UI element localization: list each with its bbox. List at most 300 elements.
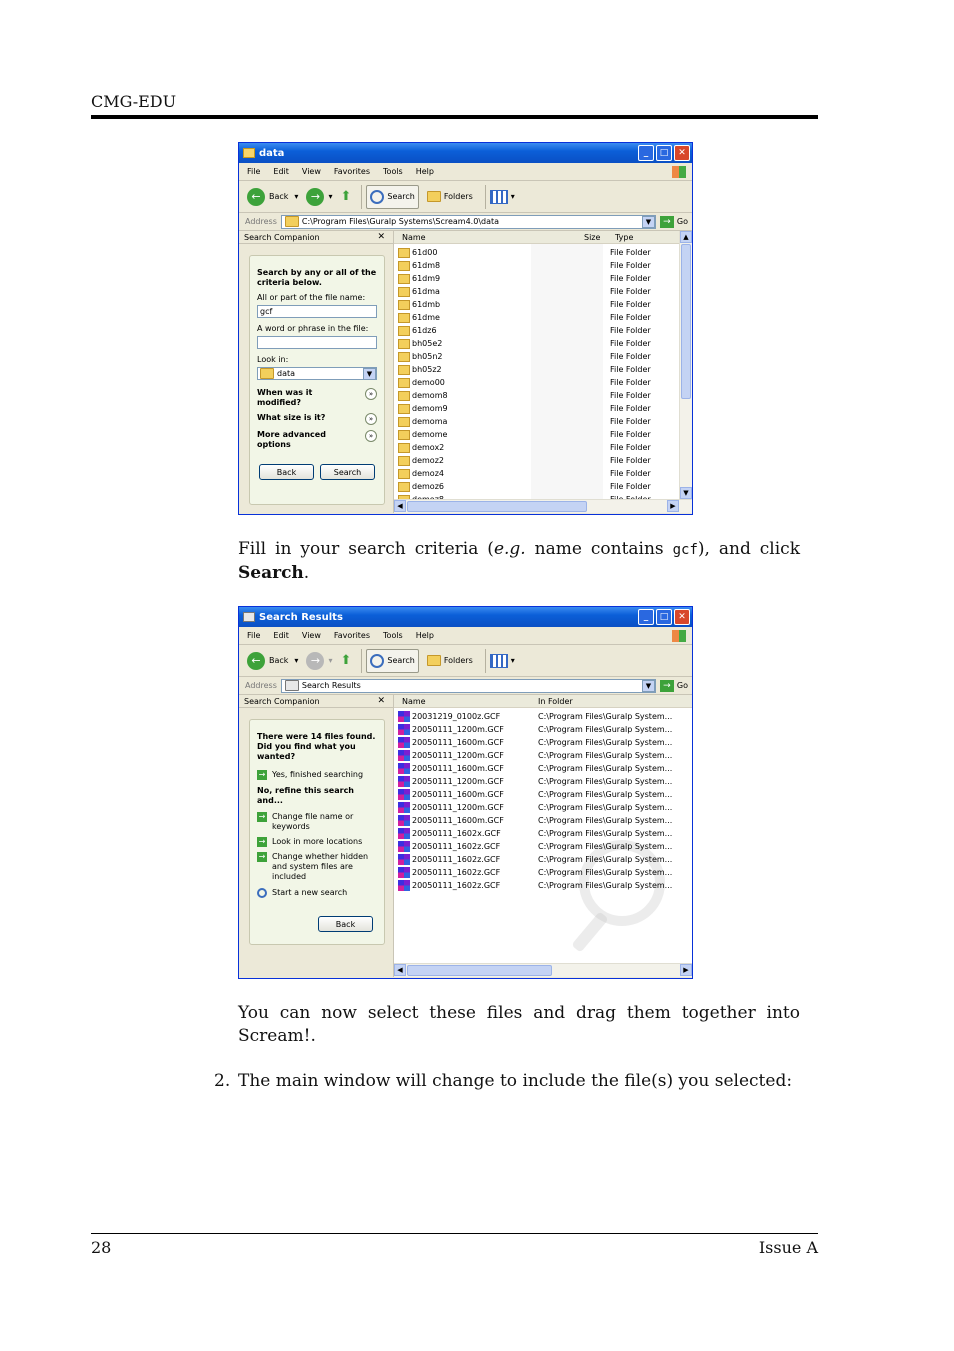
cell-name: 20050111_1602z.GCF [412, 868, 501, 877]
gcf-file-icon [398, 880, 410, 891]
menu-edit[interactable]: Edit [273, 631, 289, 640]
gcf-file-icon [398, 867, 410, 878]
cell-name: 61dme [412, 313, 440, 322]
windows-logo-icon [672, 166, 686, 178]
col-name[interactable]: Name [402, 232, 426, 242]
table-row[interactable] [394, 788, 692, 801]
folders-label: Folders [443, 192, 473, 201]
cell-type: File Folder [610, 482, 651, 491]
finished-link[interactable] [257, 770, 377, 780]
cell-type: File Folder [610, 313, 651, 322]
table-row[interactable] [394, 467, 679, 480]
menu-bar [239, 163, 692, 181]
table-row[interactable] [394, 415, 679, 428]
search-companion-pane [239, 695, 394, 977]
cell-name: bh05e2 [412, 339, 443, 348]
pane-header [239, 695, 393, 708]
folder-icon [398, 339, 410, 349]
cell-folder: C:\Program Files\Guralp System... [538, 790, 673, 799]
back-label: Back [269, 656, 289, 665]
table-row[interactable] [394, 363, 679, 376]
folders-button[interactable] [427, 191, 473, 202]
search-results-icon [285, 680, 299, 691]
pane-back-button[interactable]: Back [318, 916, 373, 932]
header-rule [91, 115, 818, 119]
menu-view[interactable]: View [301, 631, 321, 640]
green-arrow-icon: → [258, 770, 266, 779]
menu-tools[interactable]: Tools [383, 631, 403, 640]
menu-favorites[interactable]: Favorites [333, 167, 371, 176]
cell-name: 20050111_1602z.GCF [412, 842, 501, 851]
page-number: 28 [91, 1238, 112, 1257]
search-prompt: Search by any or all of the criteria below. [257, 268, 377, 287]
cell-name: demom8 [412, 391, 448, 400]
cell-type: File Folder [610, 443, 651, 452]
expand-chevron-icon[interactable]: » [365, 430, 377, 442]
table-row[interactable] [394, 749, 692, 762]
cell-name: 20050111_1602z.GCF [412, 855, 501, 864]
back-button[interactable] [247, 652, 298, 670]
folder-icon [398, 352, 410, 362]
cell-folder: C:\Program Files\Guralp System... [538, 855, 673, 864]
table-row[interactable] [394, 853, 692, 866]
change-name-label: Change file name or keywords [272, 812, 354, 831]
text: . [303, 563, 310, 583]
column-header [394, 231, 692, 244]
folder-icon [398, 469, 410, 479]
views-icon [490, 190, 508, 204]
go-arrow-icon: → [660, 216, 674, 228]
col-type[interactable]: Type [615, 232, 634, 242]
scroll-right-icon[interactable]: ▶ [667, 500, 679, 512]
scroll-right-icon[interactable]: ▶ [680, 964, 692, 976]
go-arrow-icon: → [660, 680, 674, 692]
table-row[interactable] [394, 710, 692, 723]
go-label: Go [676, 217, 688, 226]
folders-label: Folders [443, 656, 473, 665]
list-item-text: The main window will change to include the file(s) you selected: [238, 1071, 793, 1091]
gcf-file-icon [398, 789, 410, 800]
cell-name: 61dm8 [412, 261, 441, 270]
table-row[interactable] [394, 801, 692, 814]
gcf-file-icon [398, 711, 410, 722]
search-label: Search [387, 192, 415, 201]
new-search-label: Start a new search [272, 888, 348, 897]
back-button[interactable] [247, 188, 298, 206]
dropdown-arrow-icon[interactable]: ▾ [328, 192, 333, 201]
dropdown-arrow-icon: ▾ [510, 656, 515, 665]
cell-name: demom9 [412, 404, 448, 413]
back-label: Back [269, 192, 289, 201]
toolbar-separator [361, 649, 362, 673]
pane-buttons [257, 464, 377, 480]
close-pane-icon[interactable]: ✕ [377, 232, 385, 242]
pane-title: Search Companion [244, 696, 320, 706]
page-header: CMG-EDU [91, 92, 177, 111]
option-modified-label: When was it modified? [257, 388, 313, 407]
cell-type: File Folder [610, 378, 651, 387]
folders-button[interactable] [427, 655, 473, 666]
table-row[interactable] [394, 762, 692, 775]
cell-type: File Folder [610, 365, 651, 374]
toolbar-separator [361, 185, 362, 209]
gcf-file-icon [398, 828, 410, 839]
dropdown-arrow-icon: ▾ [510, 192, 515, 201]
cell-name: 20031219_0100z.GCF [412, 712, 501, 721]
phrase-label: A word or phrase in the file: [257, 324, 369, 333]
toolbar [239, 645, 692, 677]
address-bar [239, 677, 692, 695]
option-advanced-label: More advanced options [257, 430, 326, 449]
cell-type: File Folder [610, 417, 651, 426]
scroll-left-icon[interactable]: ◀ [394, 964, 406, 976]
table-row[interactable] [394, 246, 679, 259]
table-row[interactable] [394, 879, 692, 892]
explorer-window-data [238, 142, 693, 515]
windows-logo-icon [672, 630, 686, 642]
forward-button [306, 652, 332, 670]
folder-icon [398, 300, 410, 310]
toolbar-separator [485, 185, 486, 209]
cell-name: 61dz6 [412, 326, 437, 335]
gcf-file-icon [398, 750, 410, 761]
go-button[interactable] [660, 680, 688, 692]
table-row[interactable] [394, 324, 679, 337]
scroll-up-icon[interactable]: ▲ [680, 231, 692, 243]
table-row[interactable] [394, 285, 679, 298]
cell-name: 20050111_1602z.GCF [412, 881, 501, 890]
pane-back-button[interactable]: Back [259, 464, 314, 480]
cell-name: 61dma [412, 287, 440, 296]
option-size-label: What size is it? [257, 413, 326, 422]
window-title: data [259, 147, 285, 159]
search-icon [370, 190, 384, 204]
cell-name: demo00 [412, 378, 445, 387]
cell-name: demome [412, 430, 448, 439]
go-button[interactable] [660, 216, 688, 228]
folder-icon [398, 287, 410, 297]
vertical-scrollbar[interactable] [679, 231, 692, 499]
folder-icon [398, 365, 410, 375]
scroll-thumb[interactable] [407, 501, 587, 512]
title-bar[interactable] [239, 143, 692, 163]
views-button[interactable] [490, 654, 515, 668]
table-row[interactable] [394, 866, 692, 879]
folders-icon [427, 191, 441, 202]
toolbar-separator [485, 649, 486, 673]
cell-type: File Folder [610, 261, 651, 270]
up-folder-icon[interactable]: ⬆ [340, 653, 352, 668]
cell-type: File Folder [610, 391, 651, 400]
text: name contains [525, 539, 673, 559]
menu-help[interactable]: Help [415, 631, 434, 640]
cell-folder: C:\Program Files\Guralp System... [538, 803, 673, 812]
back-arrow-icon: ← [247, 652, 265, 670]
cell-name: 61d00 [412, 248, 438, 257]
cell-type: File Folder [610, 248, 651, 257]
table-row[interactable] [394, 298, 679, 311]
table-row[interactable] [394, 840, 692, 853]
maximize-button[interactable]: □ [656, 609, 672, 625]
table-row[interactable] [394, 723, 692, 736]
folder-icon [398, 456, 410, 466]
folder-icon [398, 378, 410, 388]
close-button[interactable]: ✕ [674, 609, 690, 625]
cell-type: File Folder [610, 274, 651, 283]
more-locations-link[interactable] [257, 837, 377, 847]
cell-name: 20050111_1600m.GCF [412, 764, 504, 773]
scroll-thumb[interactable] [681, 244, 691, 399]
cell-name: 20050111_1600m.GCF [412, 738, 504, 747]
forward-button[interactable] [306, 188, 332, 206]
cell-type: File Folder [610, 469, 651, 478]
maximize-button[interactable]: □ [656, 145, 672, 161]
search-button[interactable] [366, 649, 418, 673]
go-label: Go [676, 681, 688, 690]
address-bar [239, 213, 692, 231]
address-label: Address [245, 681, 277, 690]
cell-folder: C:\Program Files\Guralp System... [538, 751, 673, 760]
strong-text: Search [238, 563, 304, 583]
table-row[interactable] [394, 814, 692, 827]
table-row[interactable] [394, 376, 679, 389]
text: Fill in your search criteria ( [238, 539, 494, 559]
cell-name: 20050111_1600m.GCF [412, 790, 504, 799]
cell-name: 20050111_1600m.GCF [412, 816, 504, 825]
minimize-button[interactable]: _ [638, 609, 654, 625]
back-arrow-icon: ← [247, 188, 265, 206]
cell-type: File Folder [610, 339, 651, 348]
folder-icon [260, 368, 274, 379]
table-row[interactable] [394, 259, 679, 272]
scroll-thumb[interactable] [407, 965, 552, 976]
menu-tools[interactable]: Tools [383, 167, 403, 176]
gcf-file-icon [398, 763, 410, 774]
cell-folder: C:\Program Files\Guralp System... [538, 881, 673, 890]
dropdown-arrow-icon[interactable]: ▾ [294, 656, 299, 665]
folder-icon [285, 216, 299, 227]
address-field[interactable] [281, 215, 656, 229]
menu-file[interactable]: File [247, 167, 261, 176]
cell-name: bh05n2 [412, 352, 443, 361]
folder-icon [398, 274, 410, 284]
folder-icon [398, 430, 410, 440]
hidden-files-link[interactable] [257, 852, 377, 882]
dropdown-arrow-icon[interactable]: ▾ [294, 192, 299, 201]
folder-icon [398, 443, 410, 453]
expand-chevron-icon[interactable]: » [365, 388, 377, 400]
gcf-file-icon [398, 802, 410, 813]
cell-type: File Folder [610, 300, 651, 309]
cell-type: File Folder [610, 326, 651, 335]
green-arrow-icon: → [258, 852, 266, 861]
search-companion-pane [239, 231, 394, 513]
issue-label: Issue A [758, 1238, 818, 1257]
expand-chevron-icon[interactable]: » [365, 413, 377, 425]
address-value: C:\Program Files\Guralp Systems\Scream4.0\data [301, 217, 500, 226]
search-label: Search [387, 656, 415, 665]
cell-name: bh05z2 [412, 365, 442, 374]
gcf-file-icon [398, 737, 410, 748]
cell-folder: C:\Program Files\Guralp System... [538, 842, 673, 851]
emphasis: e.g. [493, 539, 526, 559]
cell-name: 20050111_1602x.GCF [412, 829, 501, 838]
forward-arrow-icon: → [306, 652, 324, 670]
look-in-value: data [277, 369, 296, 378]
option-advanced[interactable] [257, 430, 377, 450]
cell-name: demoz2 [412, 456, 444, 465]
change-name-link[interactable] [257, 812, 377, 832]
window-title: Search Results [259, 611, 343, 623]
gcf-file-icon [398, 776, 410, 787]
folder-icon [398, 313, 410, 323]
footer-rule [91, 1233, 818, 1234]
search-icon [370, 654, 384, 668]
up-folder-icon[interactable]: ⬆ [340, 189, 352, 204]
explorer-window-search-results [238, 606, 693, 979]
hidden-files-label: Change whether hidden and system files are included [272, 852, 369, 881]
instruction-paragraph [238, 538, 800, 585]
search-results-icon [243, 612, 255, 622]
cell-name: 20050111_1200m.GCF [412, 803, 504, 812]
list-number: 2. [214, 1071, 231, 1091]
table-row[interactable] [394, 272, 679, 285]
cell-type: File Folder [610, 287, 651, 296]
refine-heading: No, refine this search and... [257, 786, 354, 805]
col-size[interactable]: Size [584, 232, 601, 242]
name-label: All or part of the file name: [257, 293, 366, 302]
file-list [394, 231, 692, 513]
cell-name: demox2 [412, 443, 445, 452]
dropdown-arrow-icon: ▾ [328, 656, 333, 665]
cell-name: 20050111_1200m.GCF [412, 777, 504, 786]
menu-favorites[interactable]: Favorites [333, 631, 371, 640]
results-panel [249, 719, 385, 945]
address-field[interactable] [281, 679, 656, 693]
pane-header [239, 231, 393, 244]
table-row[interactable] [394, 480, 679, 493]
cell-folder: C:\Program Files\Guralp System... [538, 738, 673, 747]
table-row[interactable] [394, 311, 679, 324]
address-dropdown-icon[interactable]: ▼ [642, 680, 655, 692]
col-name[interactable]: Name [402, 696, 426, 706]
cell-type: File Folder [610, 352, 651, 361]
green-arrow-icon: → [258, 812, 266, 821]
cell-type: File Folder [610, 456, 651, 465]
pane-buttons [257, 916, 377, 932]
cell-folder: C:\Program Files\Guralp System... [538, 816, 673, 825]
views-button[interactable] [490, 190, 515, 204]
gcf-file-icon [398, 854, 410, 865]
toolbar [239, 181, 692, 213]
file-name-input[interactable]: gcf [257, 305, 377, 318]
pane-search-button[interactable]: Search [320, 464, 375, 480]
folder-icon [243, 148, 255, 158]
cell-name: demoz6 [412, 482, 444, 491]
search-icon [257, 888, 267, 898]
file-rows [394, 246, 679, 499]
cell-folder: C:\Program Files\Guralp System... [538, 764, 673, 773]
folders-icon [427, 655, 441, 666]
result-rows [394, 710, 692, 963]
col-in-folder[interactable]: In Folder [538, 696, 573, 706]
gcf-file-icon [398, 724, 410, 735]
more-locations-label: Look in more locations [272, 837, 363, 846]
menu-view[interactable]: View [301, 167, 321, 176]
menu-bar [239, 627, 692, 645]
new-search-link[interactable] [257, 888, 377, 898]
horizontal-scrollbar[interactable] [394, 963, 692, 977]
green-arrow-icon: → [258, 837, 266, 846]
cell-type: File Folder [610, 430, 651, 439]
gcf-file-icon [398, 841, 410, 852]
close-button[interactable]: ✕ [674, 145, 690, 161]
table-row[interactable] [394, 827, 692, 840]
finished-link-label: Yes, finished searching [272, 770, 364, 779]
column-header [394, 695, 692, 708]
minimize-button[interactable]: _ [638, 145, 654, 161]
cell-name: 61dmb [412, 300, 441, 309]
cell-folder: C:\Program Files\Guralp System... [538, 829, 673, 838]
address-dropdown-icon[interactable]: ▼ [642, 216, 655, 228]
folder-icon [398, 326, 410, 336]
table-row[interactable] [394, 454, 679, 467]
cell-folder: C:\Program Files\Guralp System... [538, 777, 673, 786]
cell-name: 20050111_1200m.GCF [412, 725, 504, 734]
cell-name: demoz4 [412, 469, 444, 478]
search-button[interactable] [366, 185, 418, 209]
table-row[interactable] [394, 350, 679, 363]
table-row[interactable] [394, 402, 679, 415]
option-size[interactable] [257, 413, 377, 425]
phrase-input[interactable] [257, 336, 377, 349]
cell-name: 20050111_1200m.GCF [412, 751, 504, 760]
folder-icon [398, 404, 410, 414]
folder-icon [398, 248, 410, 258]
table-row[interactable] [394, 736, 692, 749]
table-row[interactable] [394, 337, 679, 350]
address-label: Address [245, 217, 277, 226]
chevron-down-icon[interactable]: ▼ [363, 368, 376, 380]
scroll-down-icon[interactable]: ▼ [680, 487, 692, 499]
option-modified[interactable] [257, 388, 377, 408]
horizontal-scrollbar[interactable] [394, 499, 692, 513]
cell-folder: C:\Program Files\Guralp System... [538, 868, 673, 877]
close-pane-icon[interactable]: ✕ [377, 696, 385, 706]
cell-folder: C:\Program Files\Guralp System... [538, 725, 673, 734]
forward-arrow-icon: → [306, 188, 324, 206]
title-bar[interactable] [239, 607, 692, 627]
explorer-body [239, 695, 692, 977]
scroll-left-icon[interactable]: ◀ [394, 500, 406, 512]
table-row[interactable] [394, 441, 679, 454]
cell-type: File Folder [610, 404, 651, 413]
pane-title: Search Companion [244, 232, 320, 242]
cell-name: 61dm9 [412, 274, 441, 283]
menu-file[interactable]: File [247, 631, 261, 640]
code-text: gcf [672, 542, 698, 558]
menu-edit[interactable]: Edit [273, 167, 289, 176]
table-row[interactable] [394, 389, 679, 402]
explorer-body [239, 231, 692, 513]
look-in-select[interactable] [257, 367, 377, 380]
menu-help[interactable]: Help [415, 167, 434, 176]
gcf-file-icon [398, 815, 410, 826]
table-row[interactable] [394, 775, 692, 788]
look-in-label: Look in: [257, 355, 289, 364]
folder-icon [398, 261, 410, 271]
table-row[interactable] [394, 428, 679, 441]
